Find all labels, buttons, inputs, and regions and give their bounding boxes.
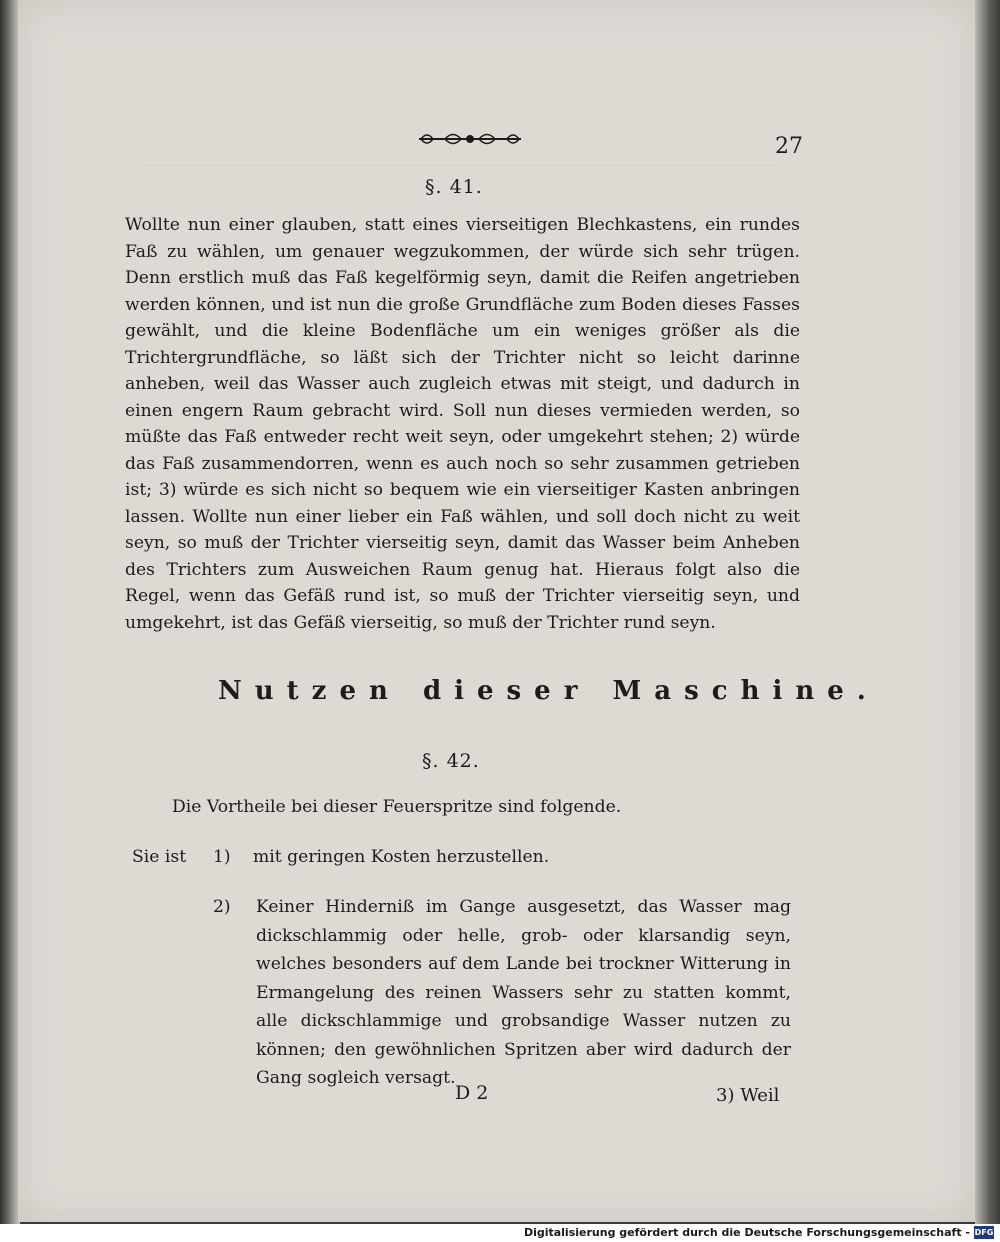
intro-text: Die Vortheile bei dieser Feuerspritze sind folgende. — [172, 797, 622, 817]
section-heading: Nutzen dieser Maschine. — [218, 676, 879, 706]
ornament-icon — [415, 128, 525, 150]
signature-mark: D 2 — [455, 1082, 489, 1104]
list-item-text: Keiner Hinderniß im Gange ausgesetzt, das Wasser mag dickschlammig oder helle, grob- oder klarsandig seyn, welches besonders auf dem Lande bei trockner Witterung in Ermangelung des reinen Wassers sehr zu statten kommt, alle dickschlammige und grobsandige Wasser nutzen zu können; den gewöhnlichen Spritzen aber wird dadurch der Gang sogleich versagt. — [256, 897, 791, 1088]
catchword: 3) Weil — [716, 1085, 780, 1106]
footer-credit: Digitalisierung gefördert durch die Deutsche Forschungsgemeinschaft - — [523, 1226, 970, 1239]
book-binding — [0, 0, 20, 1224]
section-41-text: Wollte nun einer glauben, statt eines vierseitigen Blechkastens, ein rundes Faß zu wählen, um genauer wegzukommen, der würde sich sehr trügen. Denn erstlich muß das Faß kegelförmig seyn, damit die Reifen angetrieben werden können, und ist nun die große Grundfläche zum Boden dieses Fasses gewählt, und die kleine Bodenfläche um ein weniges größer als die Trichtergrundfläche, so läßt sich der Trichter nicht so leicht darinne anheben, weil das Wasser auch zugleich etwas mit steigt, und dadurch in einen engern Raum gebracht wird. Soll nun dieses vermieden werden, so müßte das Faß entweder recht weit seyn, oder umgekehrt stehen; 2) würde das Faß zusammendorren, wenn es auch noch so sehr zusammen getrieben ist; 3) würde es sich nicht so bequem wie ein vierseitiger Kasten anbringen lassen. Wollte nun einer lieber ein Faß wählen, und soll doch nicht zu weit seyn, so muß der Trichter vierseitig seyn, damit das Wasser beim Anheben des Trichters zum Ausweichen Raum genug hat. Hieraus folgt also die Regel, wenn das Gefäß rund ist, so muß der Trichter vierseitig seyn, und umgekehrt, ist das Gefäß vierseitig, so muß der Trichter rund seyn. — [125, 215, 800, 633]
page-number: 27 — [775, 134, 803, 159]
section-41-label: §. 41. — [425, 176, 483, 198]
list-item-text: mit geringen Kosten herzustellen. — [253, 847, 550, 867]
page-edge — [975, 0, 1000, 1224]
section-42-label: §. 42. — [422, 750, 480, 772]
list-prefix: Sie ist — [132, 847, 187, 867]
footer-bar — [0, 1224, 1000, 1242]
list-item-number: 1) — [213, 847, 231, 867]
dfg-logo-icon: DFG — [974, 1228, 994, 1237]
list-item-number: 2) — [213, 897, 231, 917]
